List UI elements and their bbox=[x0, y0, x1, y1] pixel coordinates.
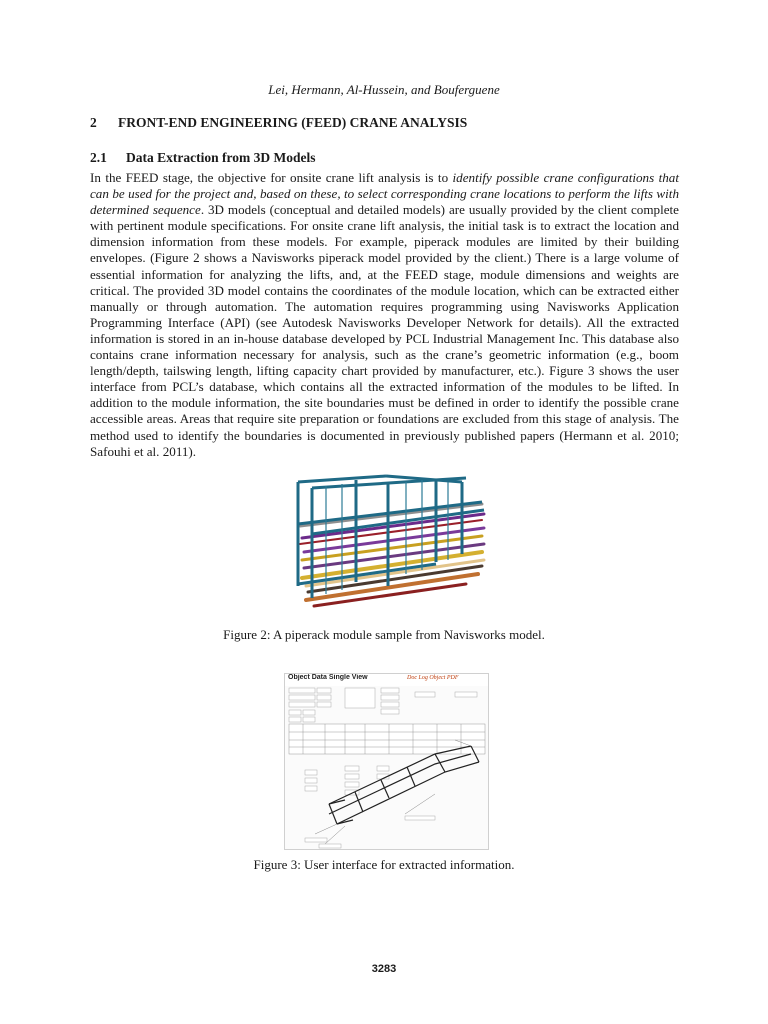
figure3-ui-subtitle: Doc Log Object PDF bbox=[407, 675, 459, 681]
section-number: 2 bbox=[90, 115, 97, 130]
figure2-caption: Figure 2: A piperack module sample from Navisworks model. bbox=[223, 627, 545, 642]
page-number: 3283 bbox=[371, 963, 397, 975]
body-paragraph bbox=[90, 170, 679, 460]
figure3-caption: Figure 3: User interface for extracted information. bbox=[253, 857, 515, 872]
section-heading bbox=[90, 115, 467, 131]
figure3-ui-screenshot bbox=[284, 673, 489, 850]
paragraph-part2: . 3D models (conceptual and detailed models) are usually provided by the client complete with pertinent module specifications. For onsite crane lift analysis, the initial task is to extract the location and dimension information from these models. For example, piperack modules are limited by their building envelopes. (Figure 2 shows a Navisworks piperack model provided by the client.) There is a large volume of essential information for analyzing the lifts, and, at the FEED stage, module dimensions and weights are critical. The provided 3D model contains the coordinates of the module location, which can be extracted either manually or through automation. The automation requires programming using Navisworks Application Programming Interface (API) (see Autodesk Navisworks Developer Network for details). All the extracted information is stored in an in-house database developed by PCL Industrial Management Inc. This database also contains crane information necessary for analysis, such as the crane’s geometric information (e.g., boom length/depth, tailswing length, lifting capacity chart provided by manufacturer, etc.). Figure 3 shows the user interface from PCL’s database, which contains all the extracted information of the modules to be lifted. In addition to the module information, the site boundaries must be defined in order to identify the possible crane accessible areas. Areas that require site preparation or foundations are excluded from this stage of analysis. The method used to identify the boundaries is documented in previously published papers (Hermann et al. 2010; Safouhi et al. 2011). bbox=[90, 202, 679, 459]
subsection-title: Data Extraction from 3D Models bbox=[126, 150, 316, 165]
running-head: Lei, Hermann, Al-Hussein, and Bouferguene bbox=[268, 82, 500, 97]
subsection-heading bbox=[90, 150, 315, 166]
paragraph-italic: identify possible crane configurations that can be used for the project and, based on these, to select corresponding crane locations to perform the lifts with determined sequence bbox=[90, 170, 679, 218]
figure2-piperack-image bbox=[286, 474, 492, 616]
figure3-ui-title: Object Data Single View bbox=[288, 674, 368, 681]
subsection-number: 2.1 bbox=[90, 150, 107, 165]
paragraph-part1: In the FEED stage, the objective for onsite crane lift analysis is to bbox=[90, 170, 453, 185]
section-title: FRONT-END ENGINEERING (FEED) CRANE ANALYSIS bbox=[118, 115, 468, 130]
figure3-form-and-model-image bbox=[285, 674, 488, 849]
